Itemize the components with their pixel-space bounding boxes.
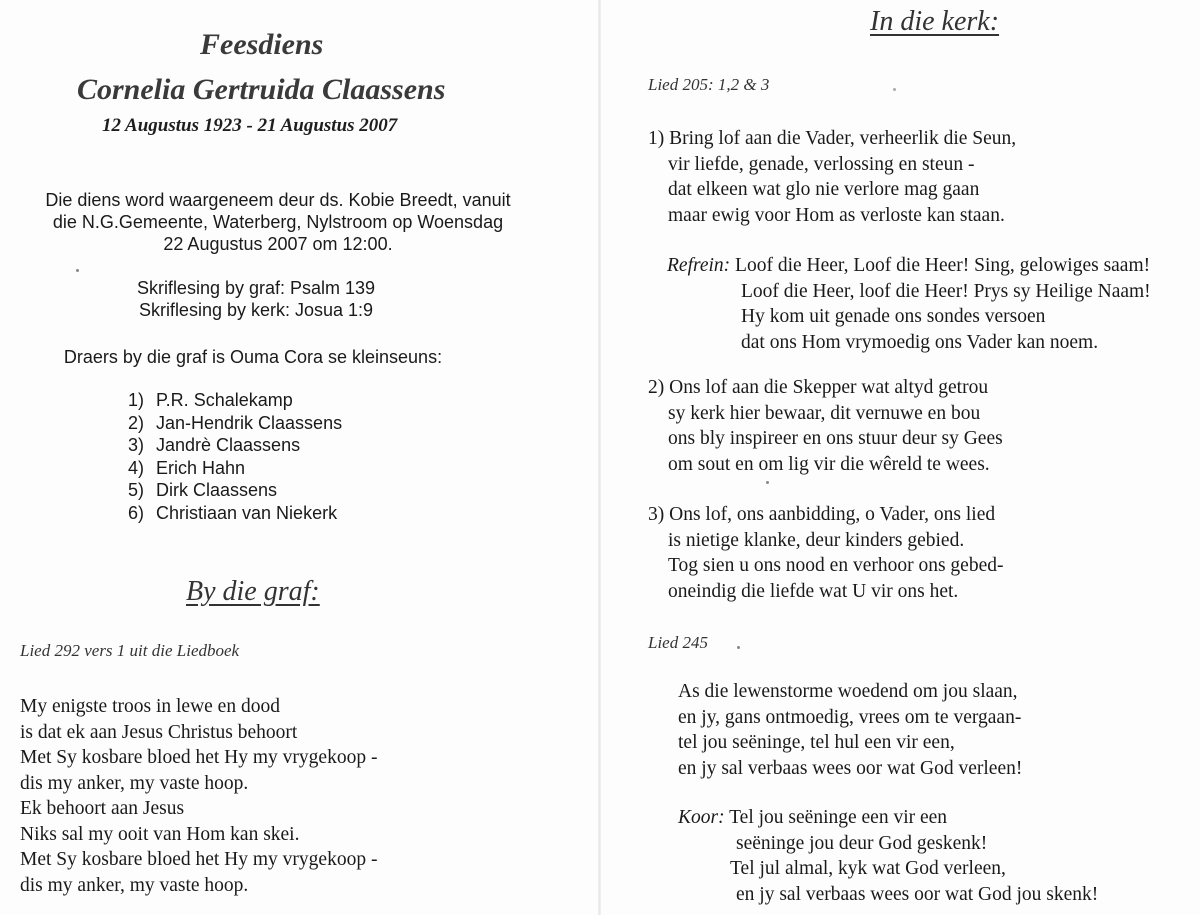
refrain-label: Refrein: (667, 255, 731, 276)
verse-3 (648, 502, 1004, 604)
verse-line: om sout en om lig vir die wêreld te wees. (668, 453, 990, 475)
verse-line: Hy kom uit genade ons sondes versoen (741, 306, 1046, 327)
deceased-name: Cornelia Gertruida Claassens (77, 73, 446, 106)
scan-speck (76, 269, 79, 272)
grave-song-verse (20, 694, 377, 898)
verse-line: sy kerk hier bewaar, dit vernuwe en bou (668, 402, 981, 424)
song-205-title: Lied 205: 1,2 & 3 (648, 75, 770, 94)
scan-speck (766, 481, 769, 484)
verse-line: Met Sy kosbare bloed het Hy my vrygekoop - (20, 849, 378, 870)
verse-line: is dat ek aan Jesus Christus behoort (20, 721, 298, 743)
service-details (0, 189, 556, 255)
right-page (600, 0, 1200, 915)
scripture-readings (0, 277, 512, 321)
life-dates: 12 Augustus 1923 - 21 Augustus 2007 (102, 115, 398, 136)
verse-line: Niks sal my ooit van Hom kan skei. (20, 823, 300, 845)
grave-heading: By die graf: (186, 576, 320, 607)
service-line: Die diens word waargeneem deur ds. Kobie Breedt, vanuit (45, 190, 511, 210)
verse-line: en jy sal verbaas wees oor wat God jou skenk! (736, 883, 1099, 905)
verse-line: 1) Bring lof aan die Vader, verheerlik die Seun, (648, 128, 1017, 149)
verse-line: seëninge jou deur God geskenk! (736, 832, 988, 854)
verse-line: Tel jul almal, kyk wat God verleen, (730, 858, 1006, 879)
list-item: 6) Christiaan van Niekerk (127, 502, 338, 523)
service-line: die N.G.Gemeente, Waterberg, Nylstroom op Woensdag (52, 212, 504, 232)
reading-line: Skriflesing by kerk: Josua 1:9 (138, 300, 374, 320)
service-line: 22 Augustus 2007 om 12:00. (163, 234, 393, 254)
grave-song-title: Lied 292 vers 1 uit die Liedboek (20, 641, 240, 660)
reading-line: Skriflesing by graf: Psalm 139 (136, 278, 376, 298)
church-heading: In die kerk: (870, 6, 1000, 37)
verse-line: 2) Ons lof aan die Skepper wat altyd getrou (648, 377, 989, 398)
list-item: 1) P.R. Schalekamp (127, 390, 293, 410)
verse-line: My enigste troos in lewe en dood (20, 696, 280, 717)
verse-line: dis my anker, my vaste hoop. (20, 874, 249, 896)
verse-1 (648, 126, 1016, 228)
verse-line: vir liefde, genade, verlossing en steun - (668, 153, 975, 175)
scan-speck (893, 88, 896, 91)
verse-2 (648, 375, 1003, 477)
chorus (678, 805, 1098, 907)
verse-line: oneindig die liefde wat U vir ons het. (668, 580, 959, 602)
bearers-intro: Draers by die graf is Ouma Cora se kleinseuns: (63, 347, 443, 367)
verse-line: Koor: Tel jou seëninge een vir een (678, 807, 948, 828)
refrain (667, 253, 1151, 355)
verse-line: As die lewenstorme woedend om jou slaan, (678, 681, 1018, 702)
service-title: Feesdiens (200, 28, 324, 61)
verse-line: 3) Ons lof, ons aanbidding, o Vader, ons lied (648, 504, 996, 525)
verse-line: dat ons Hom vrymoedig ons Vader kan noem. (741, 331, 1099, 353)
chorus-label: Koor: (678, 807, 725, 828)
list-item: 5) Dirk Claassens (127, 480, 278, 500)
verse-line: dis my anker, my vaste hoop. (20, 772, 249, 794)
song-245-title: Lied 245 (648, 633, 708, 652)
verse-line: en jy, gans ontmoedig, vrees om te vergaan- (678, 706, 1022, 728)
list-item: 4) Erich Hahn (127, 457, 246, 478)
verse-line: Loof die Heer, loof die Heer! Prys sy Heilige Naam! (741, 280, 1151, 302)
verse-line: is nietige klanke, deur kinders gebied. (668, 529, 965, 551)
list-item: 2) Jan-Hendrik Claassens (127, 412, 343, 433)
bearers-list (110, 389, 342, 524)
verse-line: ons bly inspireer en ons stuur deur sy Gees (668, 428, 1003, 449)
verse-line: Ek behoort aan Jesus (20, 798, 185, 819)
verse-line: maar ewig voor Hom as verloste kan staan. (668, 204, 1005, 226)
verse-4 (678, 679, 1022, 781)
scan-speck (737, 646, 740, 649)
verse-line: Tog sien u ons nood en verhoor ons gebed- (668, 555, 1004, 576)
list-item: 3) Jandrè Claassens (127, 435, 301, 455)
verse-line: Met Sy kosbare bloed het Hy my vrygekoop - (20, 747, 378, 768)
verse-line: en jy sal verbaas wees oor wat God verleen! (678, 757, 1023, 779)
verse-line: tel jou seëninge, tel hul een vir een, (678, 732, 955, 753)
verse-line: dat elkeen wat glo nie verlore mag gaan (668, 179, 980, 200)
verse-line: Refrein: Loof die Heer, Loof die Heer! Sing, gelowiges saam! (667, 255, 1151, 276)
